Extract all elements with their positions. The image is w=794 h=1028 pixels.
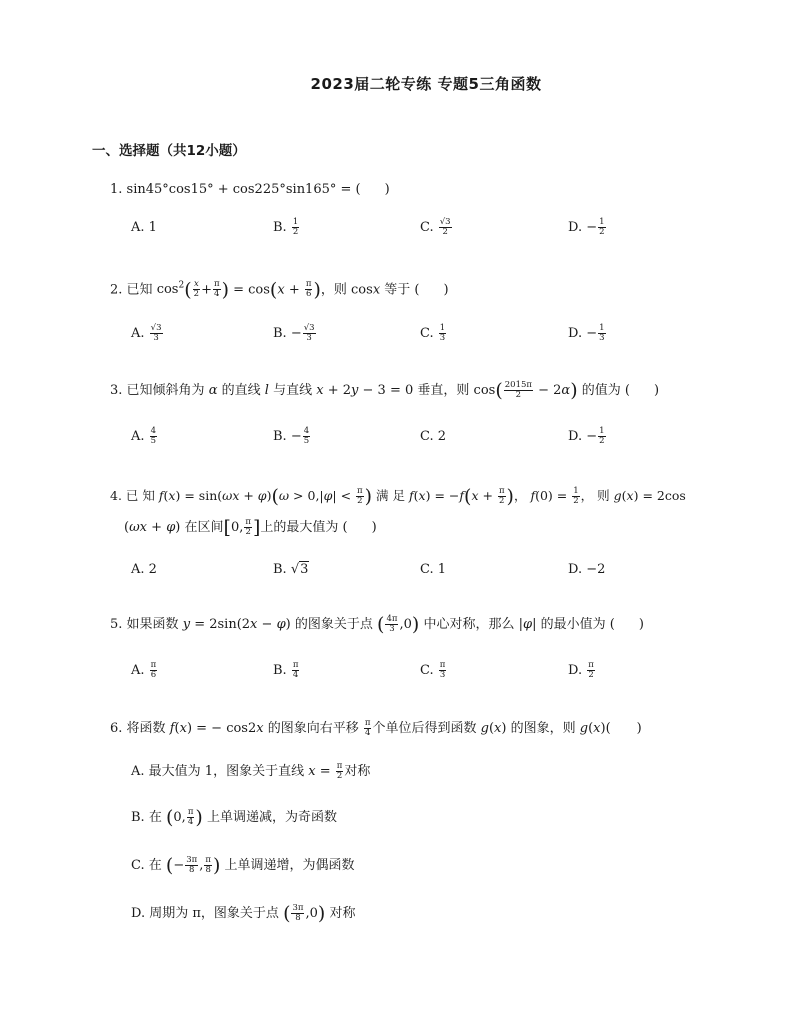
option-c[interactable]: C. $\frac{√3}{2}$	[420, 217, 451, 237]
option-d[interactable]: D. −2	[568, 562, 606, 577]
option-b[interactable]: B. − $\frac{4}{5}$	[273, 426, 310, 446]
question-stem: sin45°cos15° + cos225°sin165° = (	[126, 182, 361, 197]
question-5-options	[131, 660, 731, 684]
option-a[interactable]: A. $\frac{√3}{3}$	[131, 323, 162, 343]
section-heading: 一、选择题（共12小题）	[92, 143, 246, 159]
question-5: 5. 如果函数 y = 2sin(2x − φ) 的图象关于点 ( $\frac{4\pi}{3}$ ,0) 中心对称，那么 |φ| 的最小值为 ( )	[110, 613, 644, 636]
question-6: 6. 将函数 f(x) = − cos2x 的图象向右平移 $\frac{\pi}{4}$ 个单位后得到函数 g(x) 的图象，则 g(x)( )	[110, 718, 642, 738]
option-c[interactable]: C. $\frac{1}{3}$	[420, 323, 446, 343]
option-d[interactable]: D. − $\frac{1}{2}$	[568, 217, 605, 237]
option-c[interactable]: C. $\frac{\pi}{3}$	[420, 660, 446, 680]
question-6-option-d[interactable]: D. 周期为 π，图象关于点 ( $\frac{3\pi}{8}$ ,0) 对称	[131, 902, 356, 925]
option-d[interactable]: D. − $\frac{1}{2}$	[568, 426, 605, 446]
question-4-line2: (ωx + φ) 在区间[0, $\frac{\pi}{2}$ ]上的最大值为 ( )	[124, 516, 377, 539]
question-number: 1.	[110, 182, 123, 197]
question-2: 2. 已知 $\cos^2$( $\frac{x}{2}$ + $\frac{\pi}{4}$ ) = cos(x + $\frac{\pi}{6}$ )，则 cosx 等于 ( )	[110, 278, 449, 301]
question-1-options	[131, 217, 731, 241]
question-3: 3. 已知倾斜角为 α 的直线 l 与直线 x + 2y − 3 = 0 垂直，则 cos( $\frac{2015\pi}{2}$ − 2α) 的值为 ( )	[110, 379, 660, 402]
question-6-option-a[interactable]: A. 最大值为 1，图象关于直线 x = $\frac{\pi}{2}$ 对称	[131, 761, 371, 781]
question-1: 1. sin45°cos15° + cos225°sin165° = ( )	[110, 182, 390, 197]
option-b[interactable]: B. $\frac{\pi}{4}$	[273, 660, 299, 680]
option-b[interactable]: B. $\frac{1}{2}$	[273, 217, 299, 237]
question-6-option-c[interactable]: C. 在 (− $\frac{3\pi}{8}$ , $\frac{\pi}{8}$ ) 上单调递增，为偶函数	[131, 854, 355, 877]
option-a[interactable]: A. $\frac{\pi}{6}$	[131, 660, 157, 680]
question-2-options	[131, 323, 731, 347]
option-d[interactable]: D. − $\frac{1}{3}$	[568, 323, 605, 343]
option-d[interactable]: D. $\frac{\pi}{2}$	[568, 660, 594, 680]
question-3-options	[131, 426, 731, 450]
option-a[interactable]: A. 2	[131, 562, 157, 577]
page-title: 2023届二轮专练 专题5三角函数	[310, 75, 542, 93]
option-a[interactable]: A. $\frac{4}{5}$	[131, 426, 157, 446]
question-6-option-b[interactable]: B. 在 (0, $\frac{\pi}{4}$ ) 上单调递减，为奇函数	[131, 806, 337, 829]
option-a[interactable]: A. 1	[131, 220, 157, 235]
option-b[interactable]: B. − $\frac{√3}{3}$	[273, 323, 315, 343]
question-4-options	[131, 559, 731, 583]
option-c[interactable]: C. 2	[420, 429, 447, 444]
option-c[interactable]: C. 1	[420, 562, 447, 577]
option-b[interactable]: B. √3	[273, 562, 309, 577]
question-4: 4. 已 知 f(x) = sin(ωx + φ)(ω > 0,|φ| < $\frac{\pi}{2}$ ) 满 足 f(x) = −f(x + $\frac{\pi}{2}$ )， f(0) = $\frac{1}{2}$ ， 则 g(x) = 2cos	[110, 485, 686, 508]
